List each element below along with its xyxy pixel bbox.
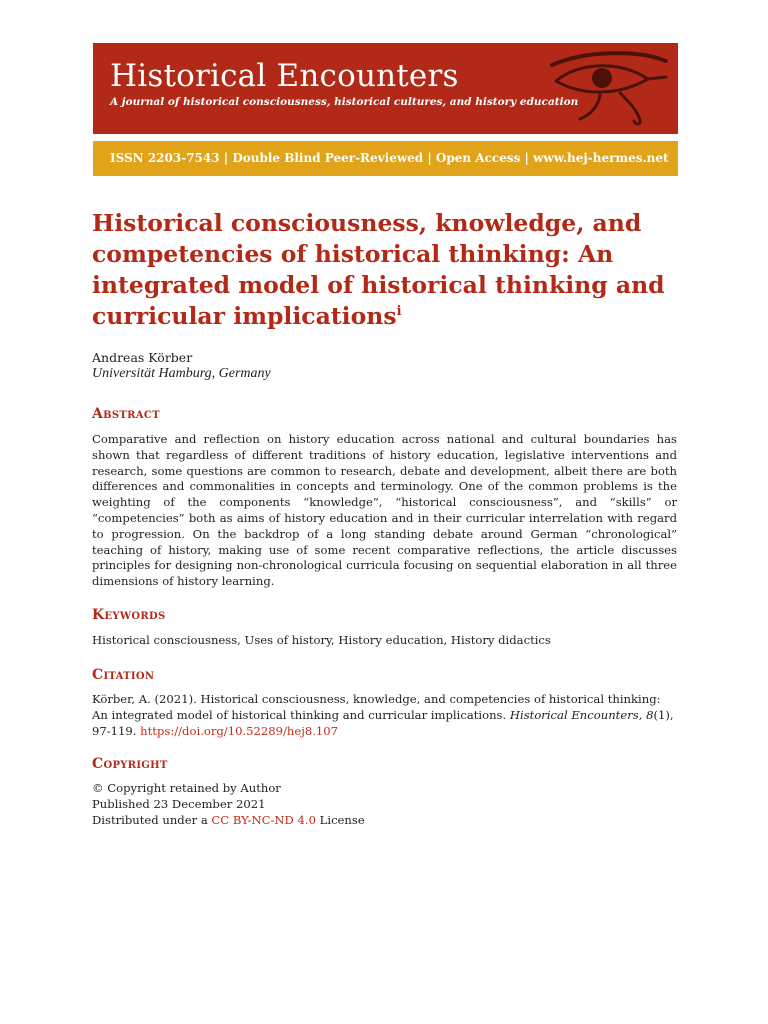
citation-volume: 8 xyxy=(646,707,654,722)
keywords-heading: Keywords xyxy=(92,607,166,623)
citation-reference: Körber, A. (2021). Historical consciousness, knowledge, and competencies of historical thinking: An integrated model of historical thinking and curricular implications. xyxy=(92,692,661,722)
journal-banner xyxy=(93,43,678,134)
doi-link[interactable]: https://doi.org/10.52289/hej8.107 xyxy=(140,723,339,738)
article-title xyxy=(92,208,692,332)
title-footnote-marker[interactable]: i xyxy=(396,304,402,320)
abstract-text: Comparative and reflection on history education across national and cultural boundaries has shown that regardless of different traditions of history education, legislative interventions and research, some questions are common to research, debate and development, albeit there are both differences and commonalities in concepts and terminology. One of the common problems is the weighting of the components “knowledge”, “historical consciousness”, and “skills” or “competencies” both as aims of history education and in their curricular interrelation with regard to progression. On the backdrop of a long standing debate around German “chronological” teaching of history, making use of some recent comparative reflections, the article discusses principles for designing non-chronological curricula focusing on sequential elaboration in all three dimensions of history learning. xyxy=(92,432,677,589)
citation-journal: Historical Encounters, xyxy=(509,707,643,722)
copyright-line: © Copyright retained by Author xyxy=(92,781,281,795)
author-name: Andreas Körber xyxy=(92,350,193,365)
article-title-text: Historical consciousness, knowledge, and competencies of historical thinking: An integrated model of historical thinking and curricular implications xyxy=(92,209,665,330)
author-affiliation: Universität Hamburg, Germany xyxy=(92,366,271,381)
citation-heading: Citation xyxy=(92,667,155,683)
keywords-text: Historical consciousness, Uses of history, History education, History didactics xyxy=(92,633,551,647)
journal-info-strip: ISSN 2203-7543 | Double Blind Peer-Reviewed | Open Access | www.hej-hermes.net xyxy=(93,141,678,176)
citation-issue-pages: (1), 97-119. xyxy=(92,707,674,738)
license-suffix: License xyxy=(319,812,365,827)
published-date: Published 23 December 2021 xyxy=(92,796,266,811)
license-prefix: Distributed under a xyxy=(92,812,208,827)
copyright-block xyxy=(92,781,677,828)
license-link[interactable]: CC BY-NC-ND 4.0 xyxy=(211,812,316,827)
eye-of-horus-icon xyxy=(544,49,670,127)
citation-text xyxy=(92,692,677,739)
journal-title: Historical Encounters xyxy=(110,58,459,94)
abstract-heading: Abstract xyxy=(92,406,160,422)
copyright-heading: Copyright xyxy=(92,756,168,772)
journal-tagline: A journal of historical consciousness, historical cultures, and history education xyxy=(110,96,579,108)
